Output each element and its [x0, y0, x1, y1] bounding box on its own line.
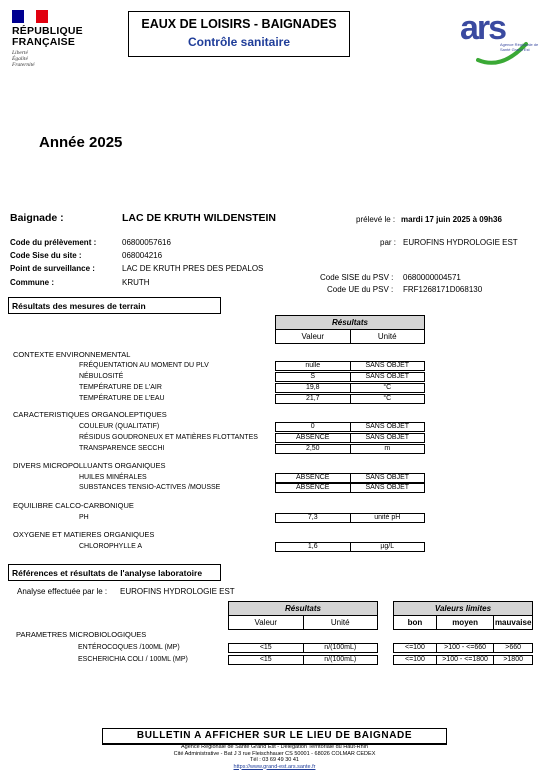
document-title-box	[128, 11, 350, 57]
table-row	[275, 433, 425, 443]
limit-bon: <=100	[404, 656, 425, 663]
code-sise-psv-value: 0680000004571	[403, 273, 461, 282]
param-value: ABSENCE	[296, 474, 330, 481]
param-unit: n/(100mL)	[303, 656, 378, 664]
param-value: <15	[259, 644, 272, 651]
param-label: RÉSIDUS GOUDRONEUX ET MATIÈRES FLOTTANTES	[79, 434, 258, 441]
french-flag-icon	[12, 10, 48, 23]
labo-col-unite: Unité	[303, 616, 378, 629]
labo-results-header	[228, 601, 378, 630]
year-heading: Année 2025	[39, 134, 123, 151]
param-label: PH	[79, 514, 89, 521]
col-moyen: moyen	[436, 616, 494, 629]
republic-line2: FRANÇAISE	[12, 36, 76, 48]
terrain-results-header	[275, 315, 425, 344]
param-value: 0	[310, 423, 315, 430]
table-row	[275, 444, 425, 454]
footer-website-link[interactable]: https://www.grand-est.ars.sante.fr	[233, 763, 316, 770]
param-unit: °C	[350, 395, 425, 403]
terrain-results-title: Résultats	[276, 316, 424, 330]
terrain-col-valeur: Valeur	[301, 332, 325, 341]
table-row	[275, 422, 425, 432]
motto-egalite: Égalité	[12, 56, 28, 62]
table-row	[228, 655, 378, 665]
param-value: 2,50	[305, 445, 320, 452]
param-value: S	[310, 373, 316, 380]
commune-label: Commune :	[10, 278, 54, 287]
terrain-section-title: Résultats des mesures de terrain	[8, 297, 221, 314]
param-unit: SANS OBJET	[350, 362, 425, 370]
param-value: 21,7	[305, 395, 320, 402]
group-title: PARAMETRES MICROBIOLOGIQUES	[16, 630, 147, 639]
param-label: SUBSTANCES TENSIO-ACTIVES /MOUSSE	[79, 484, 221, 491]
param-value: ABSENCE	[296, 484, 330, 491]
ars-logo-text: ars	[460, 9, 506, 47]
param-label: TEMPÉRATURE DE L'EAU	[79, 395, 165, 402]
table-row	[275, 394, 425, 404]
param-label: CHLOROPHYLLE A	[79, 543, 143, 550]
param-value: <15	[259, 656, 272, 663]
ars-logo-subtitle: Agence Régionale de Santé Grand Est	[500, 42, 539, 52]
table-row	[275, 372, 425, 382]
col-bon: bon	[407, 618, 423, 627]
point-surveillance-label: Point de surveillance :	[10, 264, 95, 273]
param-label: COULEUR (QUALITATIF)	[79, 423, 160, 430]
republic-line1: RÉPUBLIQUE	[12, 25, 83, 37]
group-title: CONTEXTE ENVIRONNEMENTAL	[13, 350, 131, 359]
limits-title: Valeurs limites	[394, 602, 532, 616]
limit-mauvaise: >660	[493, 644, 532, 652]
labo-section-title: Références et résultats de l'analyse laboratoire	[8, 564, 221, 581]
param-value: 1,6	[307, 543, 318, 550]
param-unit: µg/L	[350, 543, 425, 551]
table-row	[275, 473, 425, 483]
param-unit: SANS OBJET	[350, 484, 425, 492]
param-label: NÉBULOSITÉ	[79, 373, 124, 380]
labo-col-valeur: Valeur	[254, 618, 278, 627]
motto-fraternite: Fraternité	[12, 62, 35, 68]
group-title: CARACTERISTIQUES ORGANOLEPTIQUES	[13, 410, 167, 419]
analyse-label: Analyse effectuée par le :	[17, 587, 108, 596]
param-label: HUILES MINÉRALES	[79, 474, 147, 481]
baignade-label: Baignade :	[10, 212, 64, 224]
param-unit: unité pH	[350, 514, 425, 522]
limit-moyen: >100 - <=660	[436, 644, 494, 652]
footer-address-2: Cité Administrative - Bat J 3 rue Fleischhauer CS 50001 - 68026 COLMAR CEDEX	[173, 750, 376, 757]
labo-results-title: Résultats	[229, 602, 377, 616]
code-prelevement-label: Code du prélèvement :	[10, 238, 97, 247]
param-unit: °C	[350, 384, 425, 392]
par-label: par :	[380, 238, 397, 247]
group-title: EQUILIBRE CALCO-CARBONIQUE	[13, 501, 134, 510]
document-subtitle: Contrôle sanitaire	[187, 35, 291, 49]
ars-logo	[456, 9, 539, 62]
param-unit: SANS OBJET	[350, 423, 425, 431]
footer-phone: Tél : 03 69 49 30 41	[250, 757, 299, 763]
preleve-value: mardi 17 juin 2025 à 09h36	[401, 215, 502, 224]
param-unit: SANS OBJET	[350, 434, 425, 442]
baignade-value: LAC DE KRUTH WILDENSTEIN	[122, 212, 276, 224]
footer-box	[102, 728, 447, 745]
limit-mauvaise: >1800	[493, 656, 532, 664]
code-sise-psv-label: Code SISE du PSV :	[320, 273, 394, 282]
table-row	[228, 643, 378, 653]
table-row	[275, 542, 425, 552]
terrain-col-unite: Unité	[350, 330, 425, 343]
footer-address-1: Agence Régionale de Santé Grand Est - Délégation Territoriale du Haut-Rhin	[180, 744, 368, 750]
commune-value: KRUTH	[122, 278, 150, 287]
par-value: EUROFINS HYDROLOGIE EST	[403, 238, 518, 247]
republique-francaise-logo	[12, 10, 107, 72]
code-prelevement-value: 06800057616	[122, 238, 171, 247]
group-title: DIVERS MICROPOLLUANTS ORGANIQUES	[13, 461, 166, 470]
group-title: OXYGENE ET MATIERES ORGANIQUES	[13, 530, 155, 539]
table-row	[275, 513, 425, 523]
param-label: ESCHERICHIA COLI / 100ML (MP)	[78, 656, 188, 663]
param-value: nulle	[305, 362, 321, 369]
footer-title: BULLETIN A AFFICHER SUR LE LIEU DE BAIGNADE	[103, 729, 446, 744]
table-row	[393, 655, 533, 665]
param-value: 19,8	[305, 384, 320, 391]
param-value: ABSENCE	[296, 434, 330, 441]
limit-moyen: >100 - <=1800	[436, 656, 494, 664]
limit-bon: <=100	[404, 644, 425, 651]
limits-header	[393, 601, 533, 630]
table-row	[275, 361, 425, 371]
table-row	[275, 483, 425, 493]
param-label: TRANSPARENCE SECCHI	[79, 445, 165, 452]
point-surveillance-value: LAC DE KRUTH PRES DES PEDALOS	[122, 264, 264, 273]
param-label: FRÉQUENTATION AU MOMENT DU PLV	[79, 362, 209, 369]
code-sise-site-value: 068004216	[122, 251, 163, 260]
col-mauvaise: mauvaise	[494, 618, 532, 627]
table-row	[393, 643, 533, 653]
preleve-label: prélevé le :	[356, 215, 396, 224]
analyse-value: EUROFINS HYDROLOGIE EST	[120, 587, 235, 596]
param-label: TEMPÉRATURE DE L'AIR	[79, 384, 162, 391]
code-ue-psv-label: Code UE du PSV :	[327, 285, 394, 294]
param-label: ENTÉROCOQUES /100ML (MP)	[78, 644, 180, 651]
document-title: EAUX DE LOISIRS - BAIGNADES	[141, 17, 337, 31]
code-sise-site-label: Code Sise du site :	[10, 251, 82, 260]
motto-liberte: Liberté	[12, 50, 28, 56]
param-unit: n/(100mL)	[303, 644, 378, 652]
param-unit: SANS OBJET	[350, 373, 425, 381]
table-row	[275, 383, 425, 393]
param-unit: SANS OBJET	[350, 474, 425, 482]
code-ue-psv-value: FRF1268171D068130	[403, 285, 483, 294]
param-value: 7,3	[307, 514, 318, 521]
param-unit: m	[350, 445, 425, 453]
